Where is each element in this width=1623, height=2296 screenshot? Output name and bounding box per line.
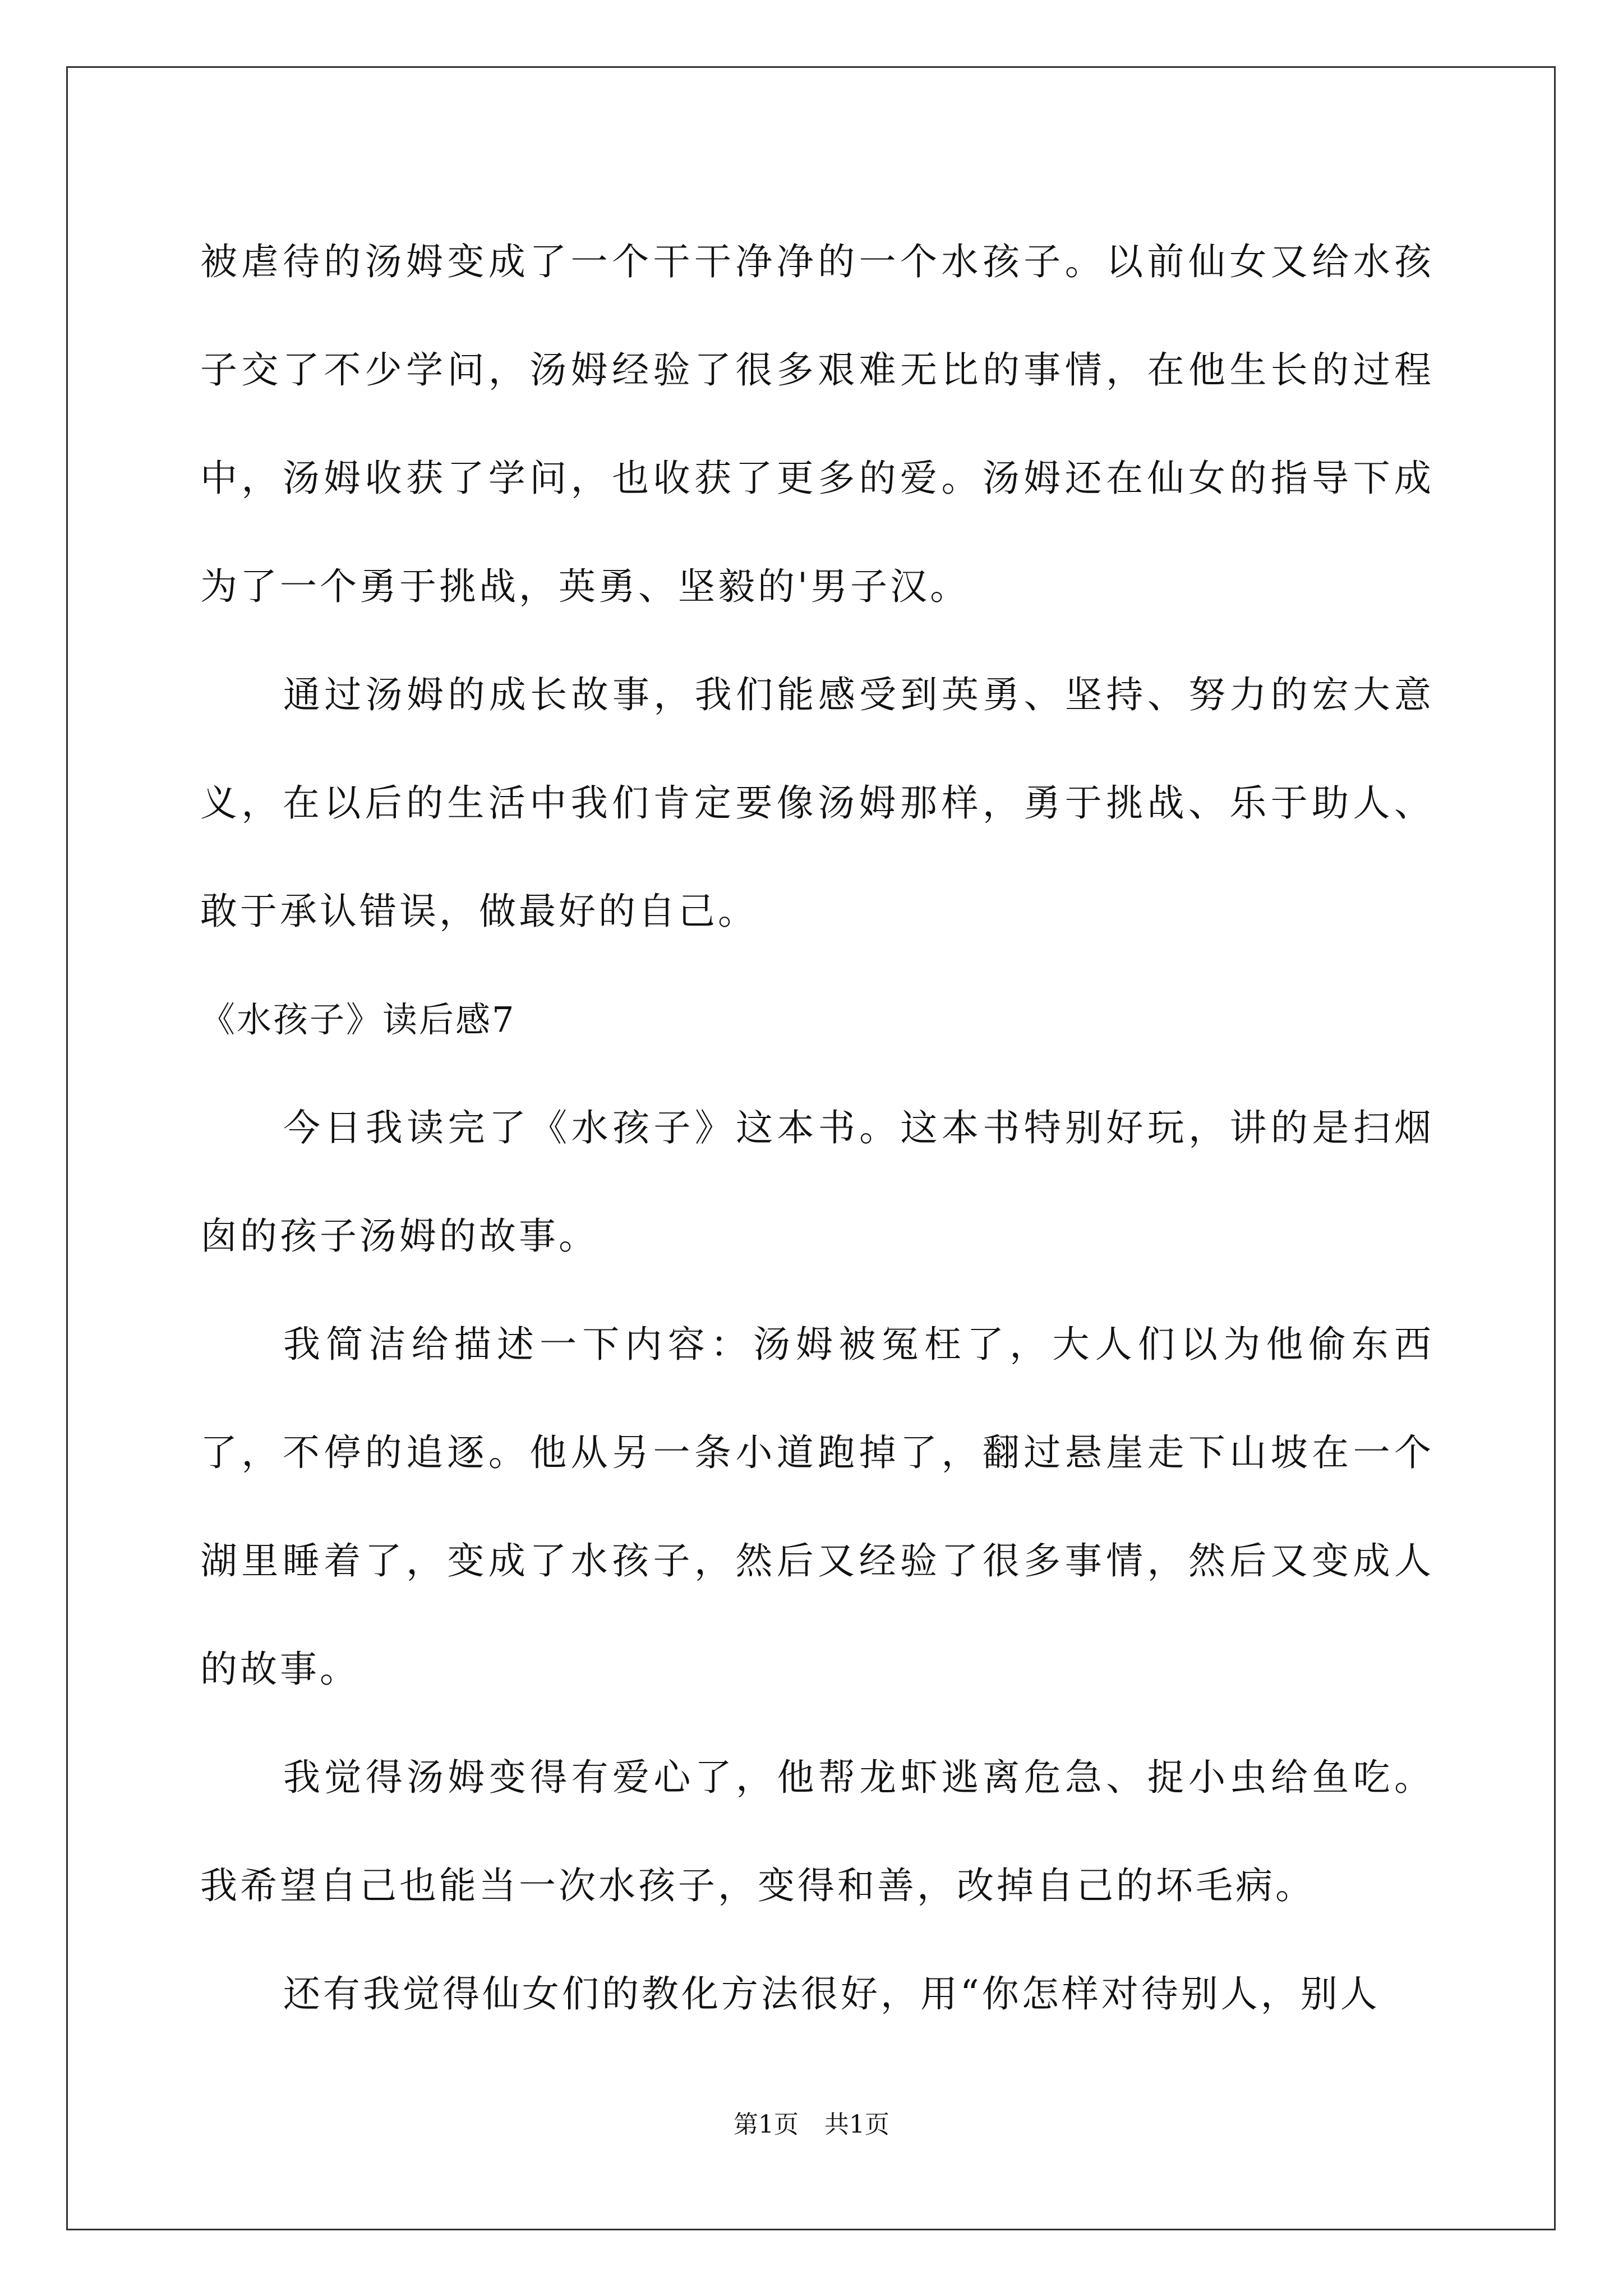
paragraph-6: 还有我觉得仙女们的教化方法很好，用“你怎样对待别人，别人 <box>283 1972 1380 2016</box>
paragraph-2: 通过汤姆的成长故事，我们能感受到英勇、坚持、努力的宏大意义，在以后的生活中我们肯定要像汤姆那样，勇于挑战、乐于助人、敢于承认错误，做最好的自己。 <box>200 673 1434 933</box>
paragraph-3: 今日我读完了《水孩子》这本书。这本书特别好玩，讲的是扫烟囱的孩子汤姆的故事。 <box>200 1106 1434 1258</box>
page-number: 第1页 <box>734 2110 799 2139</box>
paragraph-1: 被虐待的汤姆变成了一个干干净净的一个水孩子。以前仙女又给水孩子交了不少学问，汤姆经验了很多艰难无比的事情，在他生长的过程中，汤姆收获了学问，也收获了更多的爱。汤姆还在仙女的指导下成为了一个勇于挑战，英勇、坚毅的'男子汉。 <box>200 240 1434 608</box>
page-footer <box>0 2108 1623 2142</box>
section-heading: 《水孩子》读后感7 <box>200 999 516 1040</box>
page-total: 共1页 <box>824 2110 889 2139</box>
document-body <box>200 208 1434 2048</box>
paragraph-4: 我简洁给描述一下内容：汤姆被冤枉了，大人们以为他偷东西了，不停的追逐。他从另一条小道跑掉了，翻过悬崖走下山坡在一个湖里睡着了，变成了水孩子，然后又经验了很多事情，然后又变成人的故事。 <box>200 1323 1434 1691</box>
paragraph-5: 我觉得汤姆变得有爱心了，他帮龙虾逃离危急、捉小虫给鱼吃。我希望自己也能当一次水孩子，变得和善，改掉自己的坏毛病。 <box>200 1756 1434 1907</box>
